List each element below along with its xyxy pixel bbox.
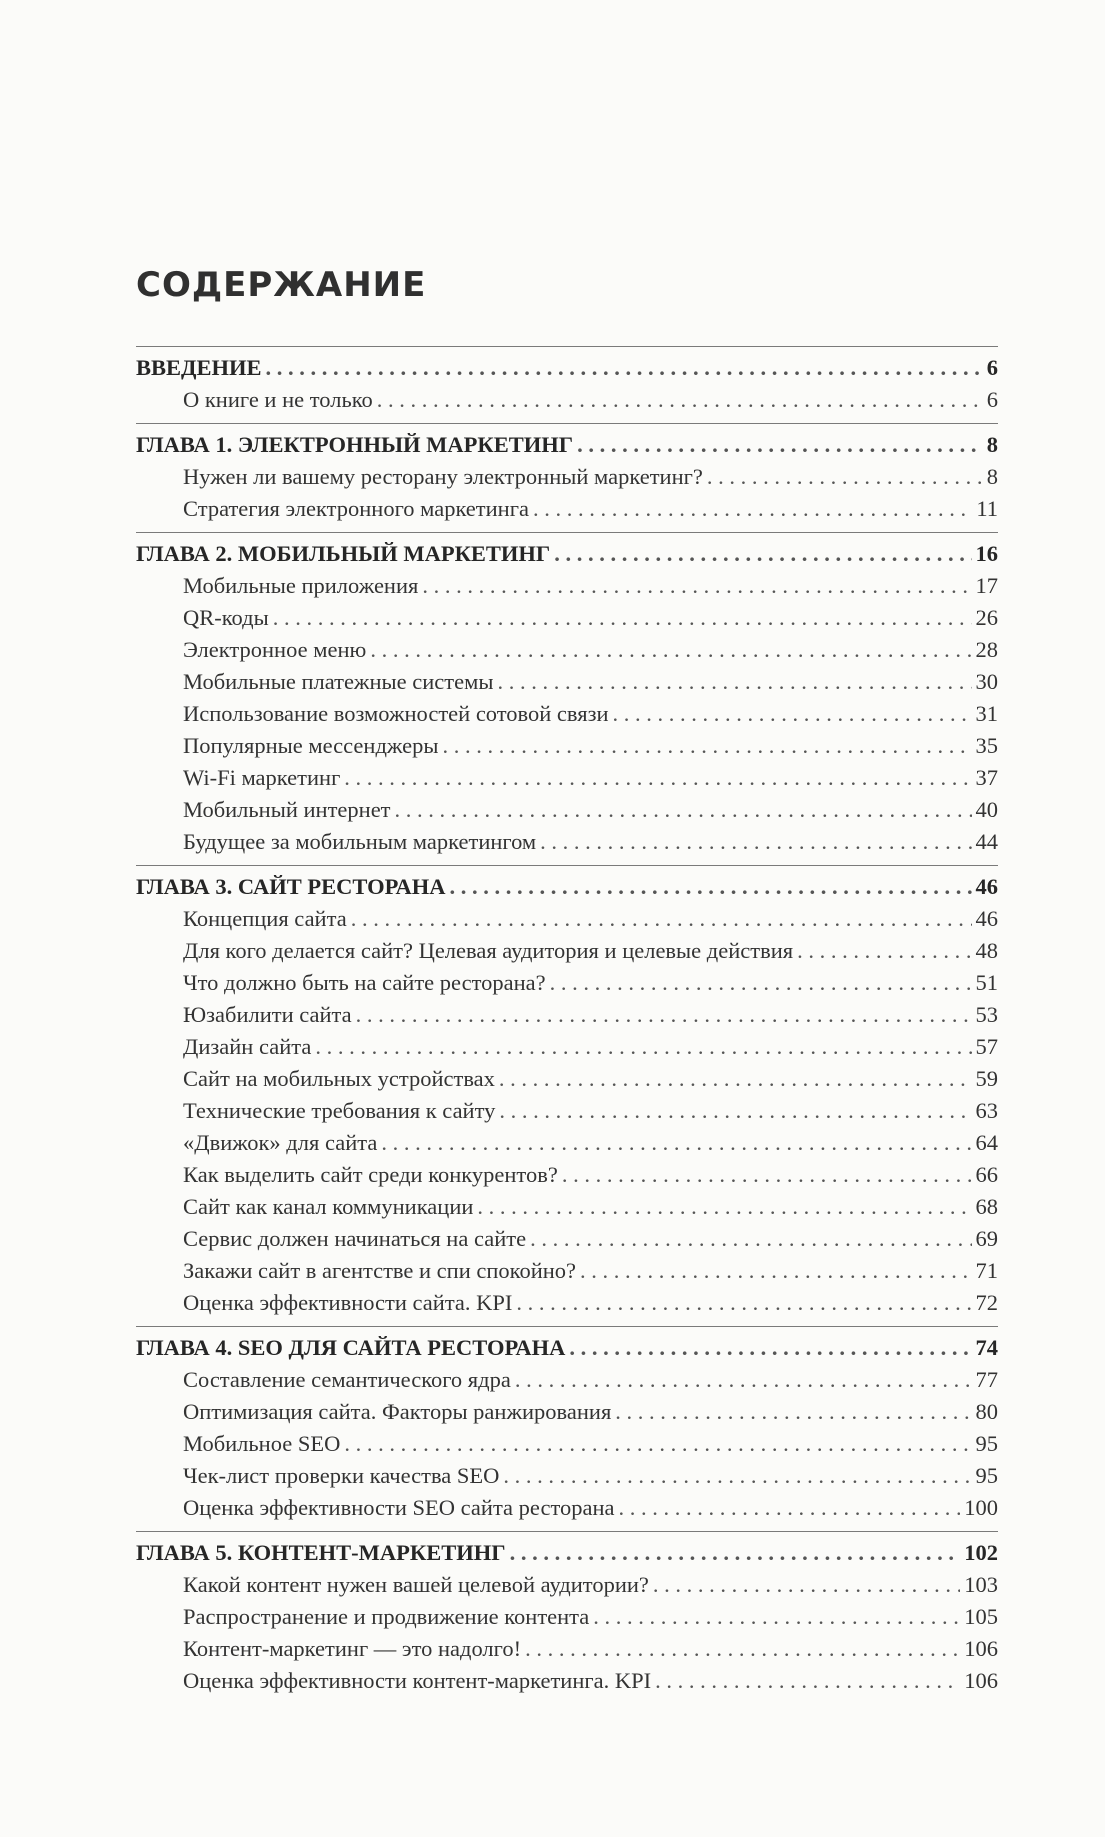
toc-entry-label: Контент-маркетинг — это надолго!: [183, 1636, 522, 1661]
dot-leader: [370, 634, 971, 666]
toc-entry[interactable]: [136, 794, 998, 826]
chapter-entry-label: ГЛАВА 1. ЭЛЕКТРОННЫЙ МАРКЕТИНГ: [136, 432, 574, 457]
toc-entry[interactable]: [136, 1569, 998, 1601]
dot-leader: [381, 1127, 971, 1159]
page-title: СОДЕРЖАНИЕ: [136, 265, 427, 305]
toc-entry-page-number: 57: [975, 1034, 998, 1059]
toc-entry-label: Что должно быть на сайте ресторана?: [183, 970, 546, 995]
toc-entry-page-number: 40: [975, 797, 998, 822]
dot-leader: [450, 871, 972, 903]
toc-entry-label: Оценка эффективности контент-маркетинга. KPI: [183, 1668, 652, 1693]
toc-entry[interactable]: [136, 1601, 998, 1633]
toc-entry-label: Мобильный интернет: [183, 797, 391, 822]
dot-leader: [516, 1287, 971, 1319]
chapter-entry-label: ГЛАВА 4. SEO ДЛЯ САЙТА РЕСТОРАНА: [136, 1335, 566, 1360]
dot-leader: [653, 1569, 960, 1601]
toc-entry[interactable]: [136, 1095, 998, 1127]
toc-entry[interactable]: [136, 384, 998, 416]
toc-sections: [136, 346, 998, 1704]
dot-leader: [510, 1537, 961, 1569]
chapter-entry[interactable]: [136, 871, 998, 903]
dot-leader: [580, 1255, 971, 1287]
toc-entry-page-number: 35: [975, 733, 998, 758]
toc-section: [136, 346, 998, 423]
toc-entry-label: Распространение и продвижение контента: [183, 1604, 590, 1629]
toc-entry-page-number: 46: [975, 906, 998, 931]
toc-entry-label: Стратегия электронного маркетинга: [183, 496, 529, 521]
dot-leader: [443, 730, 972, 762]
dot-leader: [569, 1332, 971, 1364]
toc-entry[interactable]: [136, 634, 998, 666]
toc-entry-page-number: 44: [975, 829, 998, 854]
dot-leader: [356, 999, 972, 1031]
toc-entry-page-number: 105: [964, 1604, 998, 1629]
toc-entry[interactable]: [136, 935, 998, 967]
toc-entry-label: Нужен ли вашему ресторану электронный маркетинг?: [183, 464, 703, 489]
chapter-entry-label: ГЛАВА 2. МОБИЛЬНЫЙ МАРКЕТИНГ: [136, 541, 551, 566]
toc-entry[interactable]: [136, 602, 998, 634]
dot-leader: [273, 602, 972, 634]
toc-entry-label: Технические требования к сайту: [183, 1098, 496, 1123]
toc-entry[interactable]: [136, 1287, 998, 1319]
toc-section: [136, 423, 998, 532]
toc-entry[interactable]: [136, 1460, 998, 1492]
toc-entry-label: Популярные мессенджеры: [183, 733, 439, 758]
dot-leader: [619, 1492, 961, 1524]
dot-leader: [593, 1601, 960, 1633]
dot-leader: [562, 1159, 972, 1191]
table-of-contents: [136, 258, 998, 1704]
dot-leader: [344, 1428, 971, 1460]
toc-entry-label: Чек-лист проверки качества SEO: [183, 1463, 500, 1488]
chapter-entry-label: ВВЕДЕНИЕ: [136, 355, 262, 380]
toc-section: [136, 1326, 998, 1531]
toc-entry-page-number: 68: [975, 1194, 998, 1219]
toc-entry[interactable]: [136, 1428, 998, 1460]
toc-entry-page-number: 72: [975, 1290, 998, 1315]
chapter-entry[interactable]: [136, 352, 998, 384]
dot-leader: [613, 698, 972, 730]
toc-entry-label: «Движок» для сайта: [183, 1130, 378, 1155]
dot-leader: [315, 1031, 971, 1063]
dot-leader: [497, 666, 971, 698]
toc-entry-page-number: 30: [975, 669, 998, 694]
chapter-entry-page-number: 8: [986, 432, 998, 457]
dot-leader: [477, 1191, 971, 1223]
toc-entry-label: Wi-Fi маркетинг: [183, 765, 341, 790]
dot-leader: [655, 1665, 960, 1697]
toc-entry[interactable]: [136, 730, 998, 762]
toc-entry[interactable]: [136, 1063, 998, 1095]
toc-entry-page-number: 11: [976, 496, 998, 521]
dot-leader: [377, 384, 983, 416]
chapter-entry[interactable]: [136, 1537, 998, 1569]
toc-entry[interactable]: [136, 1159, 998, 1191]
toc-entry-label: Сайт как канал коммуникации: [183, 1194, 474, 1219]
toc-entry-label: Электронное меню: [183, 637, 367, 662]
toc-entry-page-number: 106: [964, 1668, 998, 1693]
dot-leader: [351, 903, 972, 935]
dot-leader: [530, 1223, 971, 1255]
toc-entry[interactable]: [136, 762, 998, 794]
toc-entry[interactable]: [136, 826, 998, 858]
toc-entry-page-number: 80: [975, 1399, 998, 1424]
chapter-entry-label: ГЛАВА 5. КОНТЕНТ-МАРКЕТИНГ: [136, 1540, 506, 1565]
dot-leader: [344, 762, 971, 794]
toc-entry-page-number: 64: [975, 1130, 998, 1155]
toc-entry[interactable]: [136, 1127, 998, 1159]
toc-entry-label: Мобильные приложения: [183, 573, 419, 598]
chapter-entry-page-number: 6: [986, 355, 998, 380]
toc-entry-label: Оценка эффективности SEO сайта ресторана: [183, 1495, 615, 1520]
chapter-entry-label: ГЛАВА 3. САЙТ РЕСТОРАНА: [136, 874, 446, 899]
toc-entry-page-number: 26: [975, 605, 998, 630]
toc-entry[interactable]: [136, 698, 998, 730]
toc-entry-page-number: 17: [975, 573, 998, 598]
toc-entry[interactable]: [136, 570, 998, 602]
toc-entry-page-number: 69: [975, 1226, 998, 1251]
dot-leader: [533, 493, 972, 525]
toc-entry-page-number: 63: [975, 1098, 998, 1123]
toc-entry[interactable]: [136, 1396, 998, 1428]
toc-entry[interactable]: [136, 1364, 998, 1396]
toc-entry[interactable]: [136, 1031, 998, 1063]
chapter-entry[interactable]: [136, 538, 998, 570]
toc-entry-page-number: 103: [964, 1572, 998, 1597]
toc-entry-label: Для кого делается сайт? Целевая аудитория и целевые действия: [183, 938, 794, 963]
toc-entry-label: QR-коды: [183, 605, 269, 630]
dot-leader: [615, 1396, 971, 1428]
toc-entry-page-number: 31: [975, 701, 998, 726]
dot-leader: [503, 1460, 971, 1492]
chapter-entry[interactable]: [136, 429, 998, 461]
dot-leader: [797, 935, 971, 967]
toc-entry-page-number: 53: [975, 1002, 998, 1027]
toc-entry[interactable]: [136, 493, 998, 525]
dot-leader: [550, 967, 972, 999]
toc-entry-page-number: 37: [975, 765, 998, 790]
toc-section: [136, 532, 998, 865]
toc-entry-page-number: 77: [975, 1367, 998, 1392]
toc-entry[interactable]: [136, 1492, 998, 1524]
toc-section: [136, 1531, 998, 1704]
toc-entry[interactable]: [136, 1633, 998, 1665]
dot-leader: [577, 429, 983, 461]
toc-entry-page-number: 51: [975, 970, 998, 995]
dot-leader: [266, 352, 983, 384]
dot-leader: [525, 1633, 960, 1665]
toc-entry-page-number: 100: [964, 1495, 998, 1520]
toc-entry-page-number: 95: [975, 1431, 998, 1456]
toc-entry-label: Оценка эффективности сайта. KPI: [183, 1290, 513, 1315]
toc-entry-page-number: 106: [964, 1636, 998, 1661]
toc-entry-label: Как выделить сайт среди конкурентов?: [183, 1162, 558, 1187]
dot-leader: [554, 538, 971, 570]
toc-entry-label: Сервис должен начинаться на сайте: [183, 1226, 527, 1251]
dot-leader: [499, 1063, 972, 1095]
toc-entry[interactable]: [136, 666, 998, 698]
chapter-entry[interactable]: [136, 1332, 998, 1364]
dot-leader: [540, 826, 971, 858]
toc-entry-label: Какой контент нужен вашей целевой аудитории?: [183, 1572, 649, 1597]
toc-entry-label: Концепция сайта: [183, 906, 347, 931]
toc-entry-label: Юзабилити сайта: [183, 1002, 352, 1027]
toc-entry[interactable]: [136, 967, 998, 999]
toc-entry-page-number: 95: [975, 1463, 998, 1488]
chapter-entry-page-number: 16: [975, 541, 998, 566]
dot-leader: [422, 570, 971, 602]
toc-entry[interactable]: [136, 1255, 998, 1287]
dot-leader: [707, 461, 983, 493]
toc-entry-page-number: 66: [975, 1162, 998, 1187]
toc-entry-page-number: 6: [986, 387, 998, 412]
toc-entry-label: Использование возможностей сотовой связи: [183, 701, 609, 726]
toc-entry-page-number: 59: [975, 1066, 998, 1091]
toc-entry-label: Мобильное SEO: [183, 1431, 341, 1456]
toc-entry-label: Закажи сайт в агентстве и спи спокойно?: [183, 1258, 577, 1283]
dot-leader: [499, 1095, 971, 1127]
toc-entry-page-number: 71: [975, 1258, 998, 1283]
chapter-entry-page-number: 74: [975, 1335, 998, 1360]
toc-entry-label: Мобильные платежные системы: [183, 669, 494, 694]
chapter-entry-page-number: 102: [964, 1540, 998, 1565]
toc-entry[interactable]: [136, 1191, 998, 1223]
toc-entry-label: Дизайн сайта: [183, 1034, 312, 1059]
toc-entry-page-number: 48: [975, 938, 998, 963]
toc-entry-label: Сайт на мобильных устройствах: [183, 1066, 495, 1091]
toc-entry-label: Будущее за мобильным маркетингом: [183, 829, 537, 854]
chapter-entry-page-number: 46: [975, 874, 998, 899]
toc-entry-page-number: 28: [975, 637, 998, 662]
toc-section: [136, 865, 998, 1326]
toc-entry[interactable]: [136, 461, 998, 493]
toc-entry[interactable]: [136, 903, 998, 935]
toc-entry-label: Составление семантического ядра: [183, 1367, 511, 1392]
toc-entry-label: Оптимизация сайта. Факторы ранжирования: [183, 1399, 612, 1424]
dot-leader: [515, 1364, 972, 1396]
toc-entry[interactable]: [136, 1665, 998, 1697]
toc-entry-label: О книге и не только: [183, 387, 373, 412]
dot-leader: [395, 794, 972, 826]
toc-entry-page-number: 8: [986, 464, 998, 489]
toc-entry[interactable]: [136, 1223, 998, 1255]
toc-entry[interactable]: [136, 999, 998, 1031]
